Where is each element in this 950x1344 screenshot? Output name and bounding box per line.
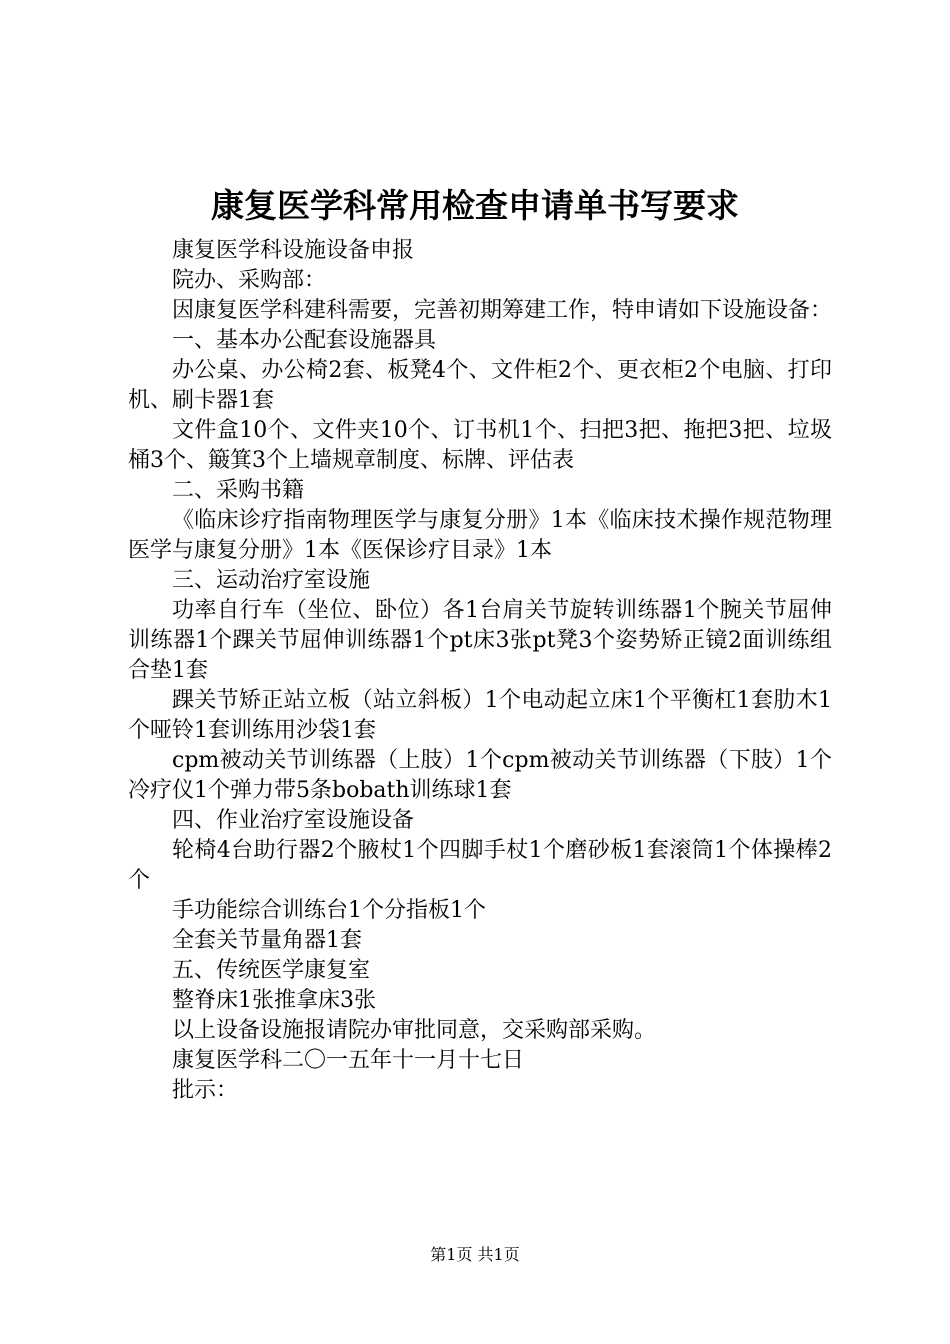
paragraph-intro: 因康复医学科建科需要，完善初期筹建工作，特申请如下设施设备：: [172, 298, 833, 323]
section-heading-traditional-room: 五、传统医学康复室: [172, 958, 371, 983]
paragraph-office-furniture: 办公桌、办公椅2套、板凳4个、文件柜2个、更衣柜2个电脑、打印机、刷卡器1套: [128, 358, 832, 413]
section-heading-occupational-room: 四、作业治疗室设施设备: [172, 808, 415, 833]
section-heading-office: 一、基本办公配套设施器具: [172, 328, 437, 353]
section-heading-exercise-room: 三、运动治疗室设施: [172, 568, 371, 593]
document-body: [128, 236, 832, 1106]
page-footer: 第1页 共1页: [430, 1245, 520, 1264]
paragraph-occupational-equipment-3: 全套关节量角器1套: [172, 928, 362, 953]
paragraph-request: 以上设备设施报请院办审批同意，交采购部采购。: [172, 1018, 657, 1043]
paragraph-exercise-equipment-3: cpm被动关节训练器（上肢）1个cpm被动关节训练器（下肢）1个冷疗仪1个弹力带5条bobath训练球1套: [128, 748, 832, 803]
paragraph-office-supplies: 文件盒10个、文件夹10个、订书机1个、扫把3把、拖把3把、垃圾桶3个、簸箕3个上墙规章制度、标牌、评估表: [128, 418, 832, 473]
paragraph-occupational-equipment-2: 手功能综合训练台1个分指板1个: [172, 898, 486, 923]
paragraph-signature-date: 康复医学科二〇一五年十一月十七日: [172, 1048, 525, 1073]
paragraph-exercise-equipment-1: 功率自行车（坐位、卧位）各1台肩关节旋转训练器1个腕关节屈伸训练器1个踝关节屈伸训练器1个pt床3张pt凳3个姿势矫正镜2面训练组合垫1套: [128, 598, 832, 683]
section-heading-books: 二、采购书籍: [172, 478, 305, 503]
paragraph-approval: 批示：: [172, 1078, 239, 1103]
paragraph-recipient: 院办、采购部：: [172, 268, 327, 293]
paragraph-exercise-equipment-2: 踝关节矫正站立板（站立斜板）1个电动起立床1个平衡杠1套肋木1个哑铃1套训练用沙袋1套: [128, 688, 832, 743]
paragraph-heading: 康复医学科设施设备申报: [172, 238, 415, 263]
paragraph-traditional-equipment: 整脊床1张推拿床3张: [172, 988, 376, 1013]
paragraph-occupational-equipment-1: 轮椅4台助行器2个腋杖1个四脚手杖1个磨砂板1套滚筒1个体操棒2个: [128, 838, 832, 893]
paragraph-books: 《临床诊疗指南物理医学与康复分册》1本《临床技术操作规范物理医学与康复分册》1本《医保诊疗目录》1本: [128, 508, 832, 563]
document-title: 康复医学科常用检查申请单书写要求: [211, 186, 739, 225]
